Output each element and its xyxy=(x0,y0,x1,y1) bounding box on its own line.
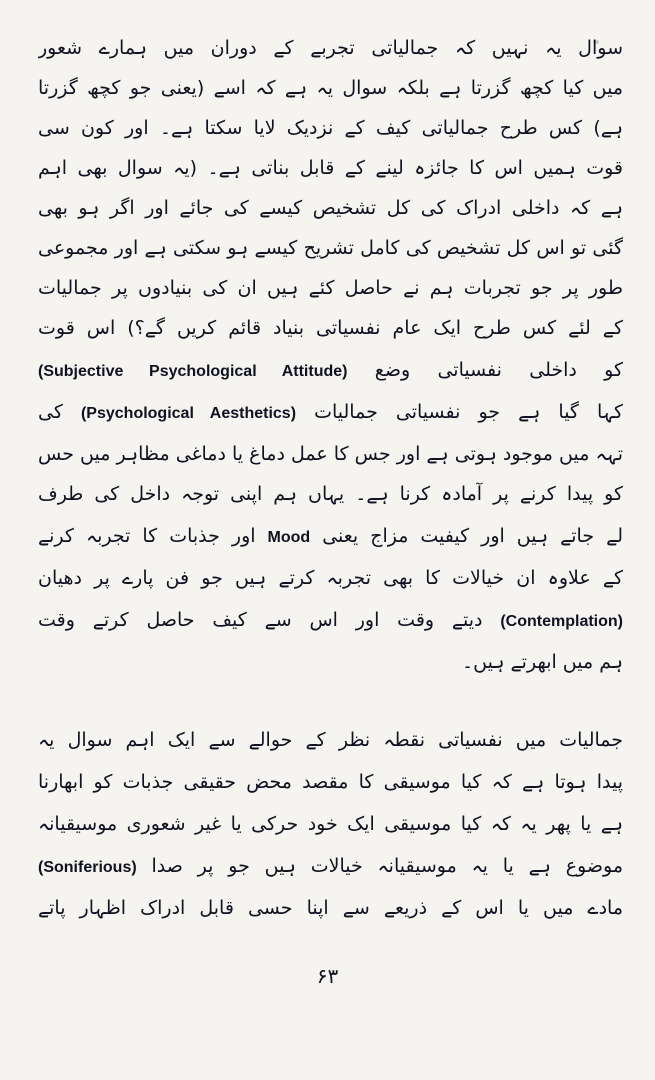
english-term: (Subjective Psychological Attitude) xyxy=(38,363,348,380)
text-line: کے علاوہ ان خیالات کا بھی تجربہ کرتے ہیں جو فن پارے پر دھیان xyxy=(38,567,623,589)
english-term: Mood xyxy=(267,529,311,546)
text-line: سوال یہ نہیں کہ جمالیاتی تجربے کے دوران میں ہمارے شعور xyxy=(38,37,623,59)
text-line-mixed xyxy=(38,350,623,390)
text-line: طور پر جو تجربات ہم نے حاصل کئے ہیں ان کی بنیادوں پر جمالیات xyxy=(38,277,623,299)
urdu-fragment: کی xyxy=(38,401,63,423)
text-line: ہے کہ داخلی ادراک کی کل تشخیص کیسے کی جائے اور اگر ہو بھی xyxy=(38,197,623,219)
urdu-fragment: دیتے وقت اور اس سے کیف حاصل کرتے وقت xyxy=(38,609,483,631)
urdu-fragment: کو داخلی نفسیاتی وضع xyxy=(374,359,623,381)
text-line-mixed xyxy=(38,846,623,886)
text-line: مادے میں یا اس کے ذریعے سے اپنا حسی قابل ادراک اظہار پاتے xyxy=(38,897,623,919)
paragraph-2 xyxy=(38,720,623,950)
text-line: کے لئے کس طرح ایک عام نفسیاتی بنیاد قائم کریں گے؟) اس قوت xyxy=(38,317,623,339)
text-line: تہہ میں موجود ہوتی ہے اور جس کا عمل دماغ یا دماغی مظاہر میں حس xyxy=(38,443,623,465)
paragraph-1 xyxy=(38,28,623,748)
page-number: ۶۳ xyxy=(316,964,339,988)
english-term: (Psychological Aesthetics) xyxy=(80,405,297,422)
text-line: جمالیات میں نفسیاتی نقطہ نظر کے حوالے سے ایک اہم سوال یہ xyxy=(38,729,623,751)
text-line: میں کیا کچھ گزرتا ہے بلکہ سوال یہ ہے کہ اسے (یعنی جو کچھ گزرتا xyxy=(38,77,623,99)
urdu-fragment: موضوع ہے یا یہ موسیقیانہ خیالات ہیں جو پر صدا xyxy=(151,855,623,877)
text-line: ہے) کس طرح جمالیاتی کیف کے نزدیک لایا سکتا ہے۔ اور کون سی xyxy=(38,117,623,139)
text-line-mixed xyxy=(38,392,623,432)
text-line: کو پیدا کرنے پر آمادہ کرنا ہے۔ یہاں ہم اپنی توجہ داخل کی طرف xyxy=(38,483,623,505)
text-line: ہم میں ابھرتے ہیں۔ xyxy=(462,651,623,673)
text-line: ہے یا پھر یہ کہ کیا موسیقی ایک خود حرکی یا غیر شعوری موسیقیانہ xyxy=(38,813,623,835)
english-term: (Contemplation) xyxy=(500,613,623,630)
urdu-fragment: اور جذبات کا تجربہ کرنے xyxy=(38,525,256,547)
text-line: قوت ہمیں اس کا جائزہ لینے کے قابل بناتی ہے۔ (یہ سوال بھی اہم xyxy=(38,157,623,179)
text-line-mixed xyxy=(38,516,623,556)
english-term: (Soniferious) xyxy=(38,859,137,876)
urdu-fragment: کہا گیا ہے جو نفسیاتی جمالیات xyxy=(314,401,623,423)
text-line: گئی تو اس کل تشخیص کی کامل تشریح کیسے ہو سکتی ہے اور مجموعی xyxy=(38,237,623,259)
text-line: پیدا ہوتا ہے کہ کیا موسیقی کا مقصد محض حقیقی جذبات کو ابھارنا xyxy=(38,771,623,793)
urdu-fragment: لے جاتے ہیں اور کیفیت مزاج یعنی xyxy=(322,525,623,547)
text-line-mixed xyxy=(38,600,623,640)
